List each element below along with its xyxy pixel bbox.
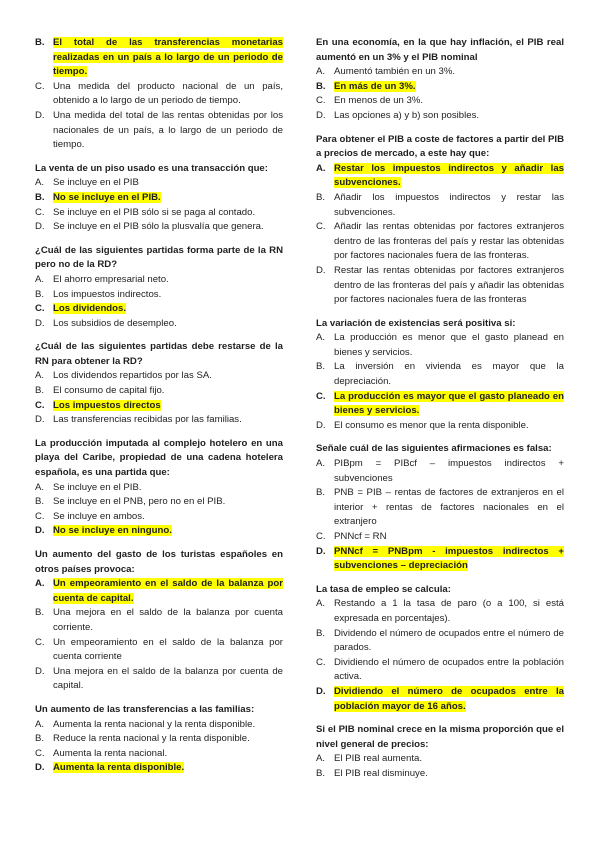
answer-option	[316, 220, 564, 264]
option-letter: B.	[35, 733, 45, 745]
answer-option	[316, 656, 564, 685]
question-block	[316, 36, 564, 124]
option-text: Una mejora en el saldo de la balanza por cuenta de capital.	[53, 665, 283, 692]
option-text: Una medida del total de las rentas obtenidas por los nacionales de un país, a lo largo de un periodo de tiempo.	[53, 109, 283, 151]
answer-option-correct	[35, 191, 283, 206]
option-text: Un empeoramiento en el saldo de la balanza por cuenta de capital.	[53, 578, 283, 604]
question-text: La variación de existencias será positiva si:	[316, 317, 516, 329]
option-letter: D.	[35, 525, 45, 537]
option-text: Las opciones a) y b) son posibles.	[334, 109, 480, 121]
answer-option-correct	[316, 80, 564, 95]
answer-option	[35, 273, 283, 288]
option-text: No se incluye en ninguno.	[53, 525, 172, 537]
option-letter: A.	[316, 332, 326, 344]
left-column	[35, 36, 283, 785]
option-letter: C.	[316, 531, 326, 542]
option-letter: C.	[316, 656, 326, 668]
question-block	[316, 583, 564, 714]
question-block	[316, 723, 564, 781]
option-letter: B.	[35, 191, 45, 203]
answer-option	[316, 65, 564, 80]
option-text: Se incluye en ambos.	[53, 510, 145, 522]
answer-option	[35, 665, 283, 694]
option-letter: D.	[35, 665, 45, 677]
option-text: Los dividendos.	[53, 303, 127, 315]
option-text: Restando a 1 la tasa de paro (o a 100, si está expresada en porcentajes).	[334, 598, 564, 624]
question-text: En una economía, en la que hay inflación, el PIB real aumentó en un 3% y el PIB nominal	[316, 37, 564, 63]
option-letter: A.	[35, 578, 45, 590]
answer-option	[316, 331, 564, 360]
option-letter: C.	[35, 636, 45, 648]
answer-option	[316, 360, 564, 389]
question-text: ¿Cuál de las siguientes partidas debe restarse de la RN para obtener la RD?	[35, 341, 283, 367]
option-text: Dividendo el número de ocupados entre el número de parados.	[334, 627, 564, 654]
option-text: En más de un 3%.	[334, 80, 416, 92]
option-text: Una mejora en el saldo de la balanza por cuenta corriente.	[53, 607, 283, 633]
option-text: Se incluye en el PIB	[53, 177, 139, 189]
answer-option-correct	[35, 524, 283, 539]
answer-option-correct	[35, 761, 283, 776]
option-letter: D.	[35, 317, 45, 329]
option-text: Dividiendo el número de ocupados entre la población mayor de 16 años.	[334, 685, 564, 712]
option-text: Reduce la renta nacional y la renta disponible.	[53, 733, 250, 745]
option-letter: A.	[35, 370, 45, 382]
option-text: Restar los impuestos indirectos y añadir las subvenciones.	[334, 162, 564, 189]
answer-option	[316, 419, 564, 434]
option-letter: A.	[35, 481, 45, 493]
question-text: Señale cuál de las siguientes afirmaciones es falsa:	[316, 443, 552, 455]
option-text: La producción es mayor que el gasto planeado en bienes y servicios.	[334, 390, 564, 417]
option-text: El PIB real disminuye.	[334, 767, 428, 779]
option-text: Se incluye en el PNB, pero no en el PIB.	[53, 496, 226, 508]
option-text: Los impuestos directos	[53, 399, 161, 411]
question-block	[35, 244, 283, 332]
option-letter: B.	[35, 607, 45, 619]
option-letter: D.	[35, 109, 45, 121]
option-letter: D.	[35, 414, 45, 426]
option-letter: D.	[316, 264, 326, 276]
option-text: Se incluye en el PIB sólo la plusvalía que genera.	[53, 221, 264, 233]
answer-option	[316, 752, 564, 767]
answer-option	[316, 94, 564, 109]
answer-option	[316, 486, 564, 530]
option-text: Aumenta la renta disponible.	[53, 762, 185, 774]
question-block	[35, 36, 283, 153]
option-text: El consumo de capital fijo.	[53, 385, 165, 397]
answer-option	[35, 495, 283, 510]
answer-option	[35, 384, 283, 399]
answer-option	[35, 747, 283, 762]
answer-option	[35, 317, 283, 332]
option-text: La inversión en vivienda es mayor que la depreciación.	[334, 361, 564, 388]
question-text: ¿Cuál de las siguientes partidas forma parte de la RN pero no de la RD?	[35, 244, 283, 271]
option-text: PIBpm = PIBcf – impuestos indirectos + subvenciones	[334, 458, 564, 484]
option-letter: D.	[316, 109, 326, 121]
answer-option	[316, 264, 564, 308]
answer-option	[316, 191, 564, 220]
option-text: Restar las rentas obtenidas por factores extranjeros dentro de las fronteras del país y añadir las obtenidas por factores nacionales fuera de las fronteras	[334, 264, 564, 306]
answer-option	[316, 627, 564, 656]
option-letter: C.	[35, 80, 45, 92]
answer-option	[35, 481, 283, 496]
option-letter: B.	[316, 627, 326, 639]
option-text: Un empeoramiento en el saldo de la balanza por cuenta corriente	[53, 636, 283, 663]
option-text: Las transferencias recibidas por las familias.	[53, 414, 242, 426]
right-column	[316, 36, 564, 791]
option-letter: A.	[35, 718, 45, 730]
answer-option	[35, 288, 283, 303]
answer-option	[35, 80, 283, 109]
option-letter: D.	[316, 545, 326, 557]
option-text: PNNcf = RN	[334, 531, 387, 542]
answer-option	[35, 176, 283, 191]
option-text: Se incluye en el PIB sólo si se paga al contado.	[53, 206, 256, 218]
option-letter: B.	[35, 385, 45, 397]
answer-option-correct	[35, 302, 283, 317]
answer-option	[35, 413, 283, 428]
option-text: Aumenta la renta nacional y la renta disponible.	[53, 718, 256, 730]
answer-option-correct	[35, 36, 283, 80]
option-letter: B.	[316, 80, 326, 92]
question-block	[316, 317, 564, 434]
question-block	[35, 548, 283, 694]
question-text: Para obtener el PIB a coste de factores a partir del PIB a precios de mercado, a este hay que:	[316, 133, 564, 160]
option-text: El consumo es menor que la renta disponible.	[334, 419, 529, 431]
option-text: Los dividendos repartidos por las SA.	[53, 370, 212, 382]
option-text: Dividiendo el número de ocupados entre la población activa.	[334, 656, 564, 683]
option-letter: A.	[316, 66, 326, 78]
option-letter: A.	[316, 162, 326, 174]
option-text: PNNcf = PNBpm - impuestos indirectos + subvenciones – depreciación	[334, 545, 564, 572]
option-text: Los impuestos indirectos.	[53, 288, 162, 300]
question-text: La producción imputada al complejo hotelero en una playa del Caribe, propiedad de una cadena hotelera española, es una partida que:	[35, 437, 283, 479]
option-letter: A.	[35, 177, 45, 189]
option-letter: A.	[316, 598, 326, 610]
option-text: El total de las transferencias monetarias realizadas en un país a lo largo de un periodo de tiempo.	[53, 37, 283, 78]
option-text: La producción es menor que el gasto planead en bienes y servicios.	[334, 332, 564, 358]
option-letter: B.	[316, 767, 326, 779]
option-text: PNB = PIB – rentas de factores de extranjeros en el interior + rentas de factores nacionales en el extranjero	[334, 487, 564, 528]
question-block	[35, 340, 283, 428]
answer-option	[35, 510, 283, 525]
option-letter: A.	[35, 273, 45, 285]
option-letter: D.	[35, 762, 45, 774]
option-letter: C.	[316, 221, 326, 233]
option-letter: C.	[316, 390, 326, 402]
option-letter: B.	[316, 361, 326, 373]
answer-option	[35, 732, 283, 747]
option-letter: A.	[316, 458, 326, 470]
answer-option-correct	[316, 390, 564, 419]
option-letter: B.	[316, 191, 326, 203]
answer-option-correct	[316, 162, 564, 191]
option-text: Aumentó también en un 3%.	[334, 66, 456, 78]
answer-option-correct	[35, 399, 283, 414]
answer-option	[35, 718, 283, 733]
question-text: Si el PIB nominal crece en la misma proporción que el nivel general de precios:	[316, 724, 564, 750]
option-letter: C.	[35, 303, 45, 315]
question-block	[35, 703, 283, 776]
answer-option	[35, 369, 283, 384]
answer-option	[35, 606, 283, 635]
question-block	[35, 162, 283, 235]
question-block	[35, 437, 283, 539]
question-text: La venta de un piso usado es una transacción que:	[35, 162, 268, 174]
option-text: En menos de un 3%.	[334, 95, 424, 107]
option-letter: D.	[316, 685, 326, 697]
question-block	[316, 133, 564, 308]
option-letter: C.	[35, 747, 45, 759]
option-text: No se incluye en el PIB.	[53, 191, 161, 203]
answer-option	[316, 530, 564, 545]
option-letter: B.	[35, 37, 45, 48]
answer-option-correct	[35, 577, 283, 606]
option-letter: C.	[35, 510, 45, 522]
answer-option	[316, 457, 564, 486]
answer-option	[316, 597, 564, 626]
answer-option	[35, 206, 283, 221]
option-letter: A.	[316, 753, 326, 765]
option-letter: D.	[316, 419, 326, 431]
option-text: Una medida del producto nacional de un país, obtenido a lo largo de un periodo de tiempo.	[53, 80, 283, 107]
question-text: La tasa de empleo se calcula:	[316, 583, 451, 595]
option-letter: C.	[35, 399, 45, 411]
option-letter: B.	[316, 487, 326, 499]
option-text: Aumenta la renta nacional.	[53, 747, 168, 759]
answer-option	[316, 109, 564, 124]
answer-option	[35, 109, 283, 153]
option-text: Añadir las rentas obtenidas por factores extranjeros dentro de las fronteras del país y restar las obtenidas por factores nacionales fuera de las fronteras.	[334, 221, 564, 262]
answer-option	[35, 220, 283, 235]
option-text: Los subsidios de desempleo.	[53, 317, 177, 329]
option-text: El PIB real aumenta.	[334, 753, 422, 765]
answer-option	[35, 636, 283, 665]
question-text: Un aumento del gasto de los turistas españoles en otros países provoca:	[35, 549, 283, 575]
answer-option-correct	[316, 545, 564, 574]
option-letter: B.	[35, 288, 45, 300]
answer-option-correct	[316, 685, 564, 714]
option-text: Se incluye en el PIB.	[53, 481, 142, 493]
option-letter: B.	[35, 496, 45, 508]
option-letter: C.	[316, 95, 326, 107]
option-text: Añadir los impuestos indirectos y restar las subvenciones.	[334, 191, 564, 218]
option-letter: D.	[35, 221, 45, 233]
question-block	[316, 442, 564, 573]
option-text: El ahorro empresarial neto.	[53, 273, 169, 285]
question-text: Un aumento de las transferencias a las familias:	[35, 703, 255, 715]
answer-option	[316, 767, 564, 782]
option-letter: C.	[35, 206, 45, 218]
